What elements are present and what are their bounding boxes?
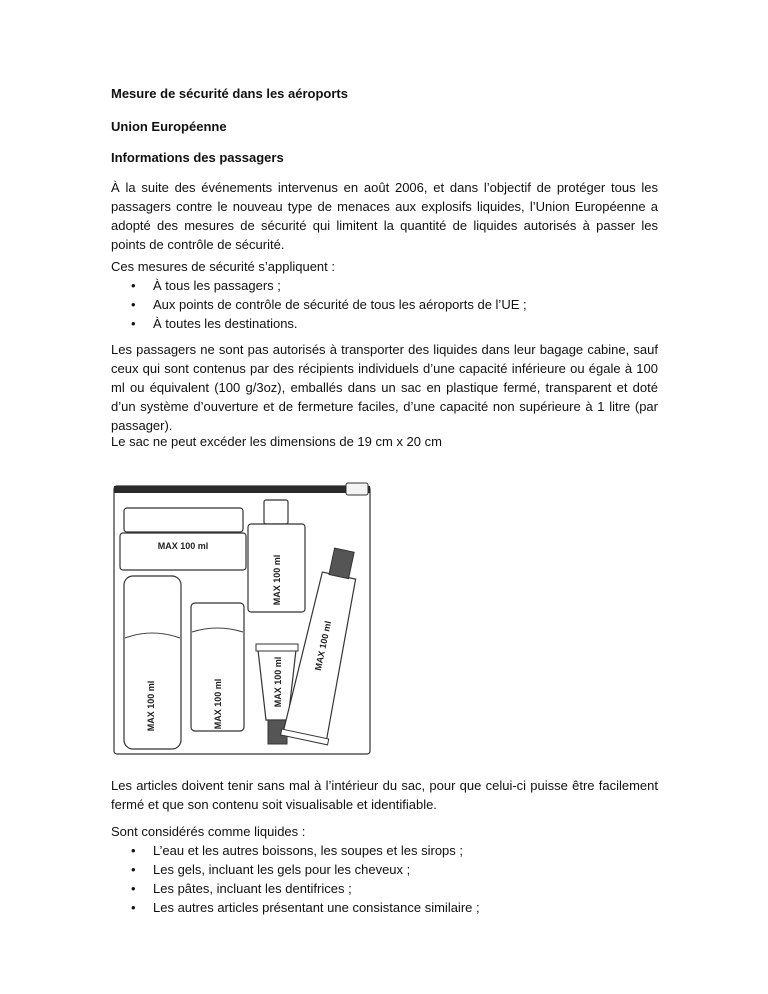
- list-item: • À tous les passagers ;: [111, 276, 527, 295]
- liquids-list: [111, 841, 480, 917]
- tall-bottle-label: MAX 100 ml: [146, 680, 156, 732]
- bag-size-sentence: Le sac ne peut excéder les dimensions de 19 cm x 20 cm: [111, 434, 442, 449]
- list-item: • Aux points de contrôle de sécurité de tous les aéroports de l’UE ;: [111, 295, 527, 314]
- tall-bottle: [124, 576, 181, 749]
- subtitle-eu: Union Européenne: [111, 119, 227, 134]
- restriction-paragraph: Les passagers ne sont pas autorisés à transporter des liquides dans leur bagage cabine, sauf ceux qui sont contenus par des récipients individuels d’une capacité inférieure ou égale à 100 ml ou équivalent (100 g/3oz), emballés dans un sac en plastique fermé, transparent et doté d’un système d’ouverture et de fermeture faciles, d’une capacité non supérieure à 1 litre (par passager).: [111, 342, 658, 433]
- measures-list-intro: Ces mesures de sécurité s’appliquent :: [111, 259, 336, 274]
- list-item: • L’eau et les autres boissons, les soupes et les sirops ;: [111, 841, 480, 860]
- fit-paragraph: Les articles doivent tenir sans mal à l’intérieur du sac, pour que celui-ci puisse être facilement fermé et que son contenu soit visualisable et identifiable.: [111, 778, 658, 812]
- spray-bottle: [191, 603, 244, 731]
- liquids-list-intro: Sont considérés comme liquides :: [111, 824, 306, 839]
- measures-list: [111, 276, 527, 333]
- liquids-bag-illustration: [110, 478, 380, 760]
- list-item: • Les pâtes, incluant les dentifrices ;: [111, 879, 480, 898]
- intro-paragraph: À la suite des événements intervenus en août 2006, et dans l’objectif de protéger tous les passagers contre le nouveau type de menaces aux explosifs liquides, l’Union Européenne a adopté des mesures de sécurité qui limitent la quantité de liquides autorisés à passer les points de contrôle de sécurité.: [111, 180, 658, 252]
- list-item: • À toutes les destinations.: [111, 314, 527, 333]
- perfume-label: MAX 100 ml: [272, 554, 282, 606]
- list-item: • Les autres articles présentant une consistance similaire ;: [111, 898, 480, 917]
- subtitle-passenger-info: Informations des passagers: [111, 150, 284, 165]
- zipper-slider: [346, 483, 368, 495]
- bag-zipper: [114, 486, 370, 493]
- jar-container: [120, 508, 246, 570]
- small-tube-label: MAX 100 ml: [273, 656, 283, 708]
- list-item: • Les gels, incluant les gels pour les cheveux ;: [111, 860, 480, 879]
- jar-label: MAX 100 ml: [157, 541, 209, 551]
- spray-bottle-label: MAX 100 ml: [213, 678, 223, 730]
- large-tube-label: MAX 100 ml: [312, 620, 334, 672]
- document-title: Mesure de sécurité dans les aéroports: [111, 86, 348, 101]
